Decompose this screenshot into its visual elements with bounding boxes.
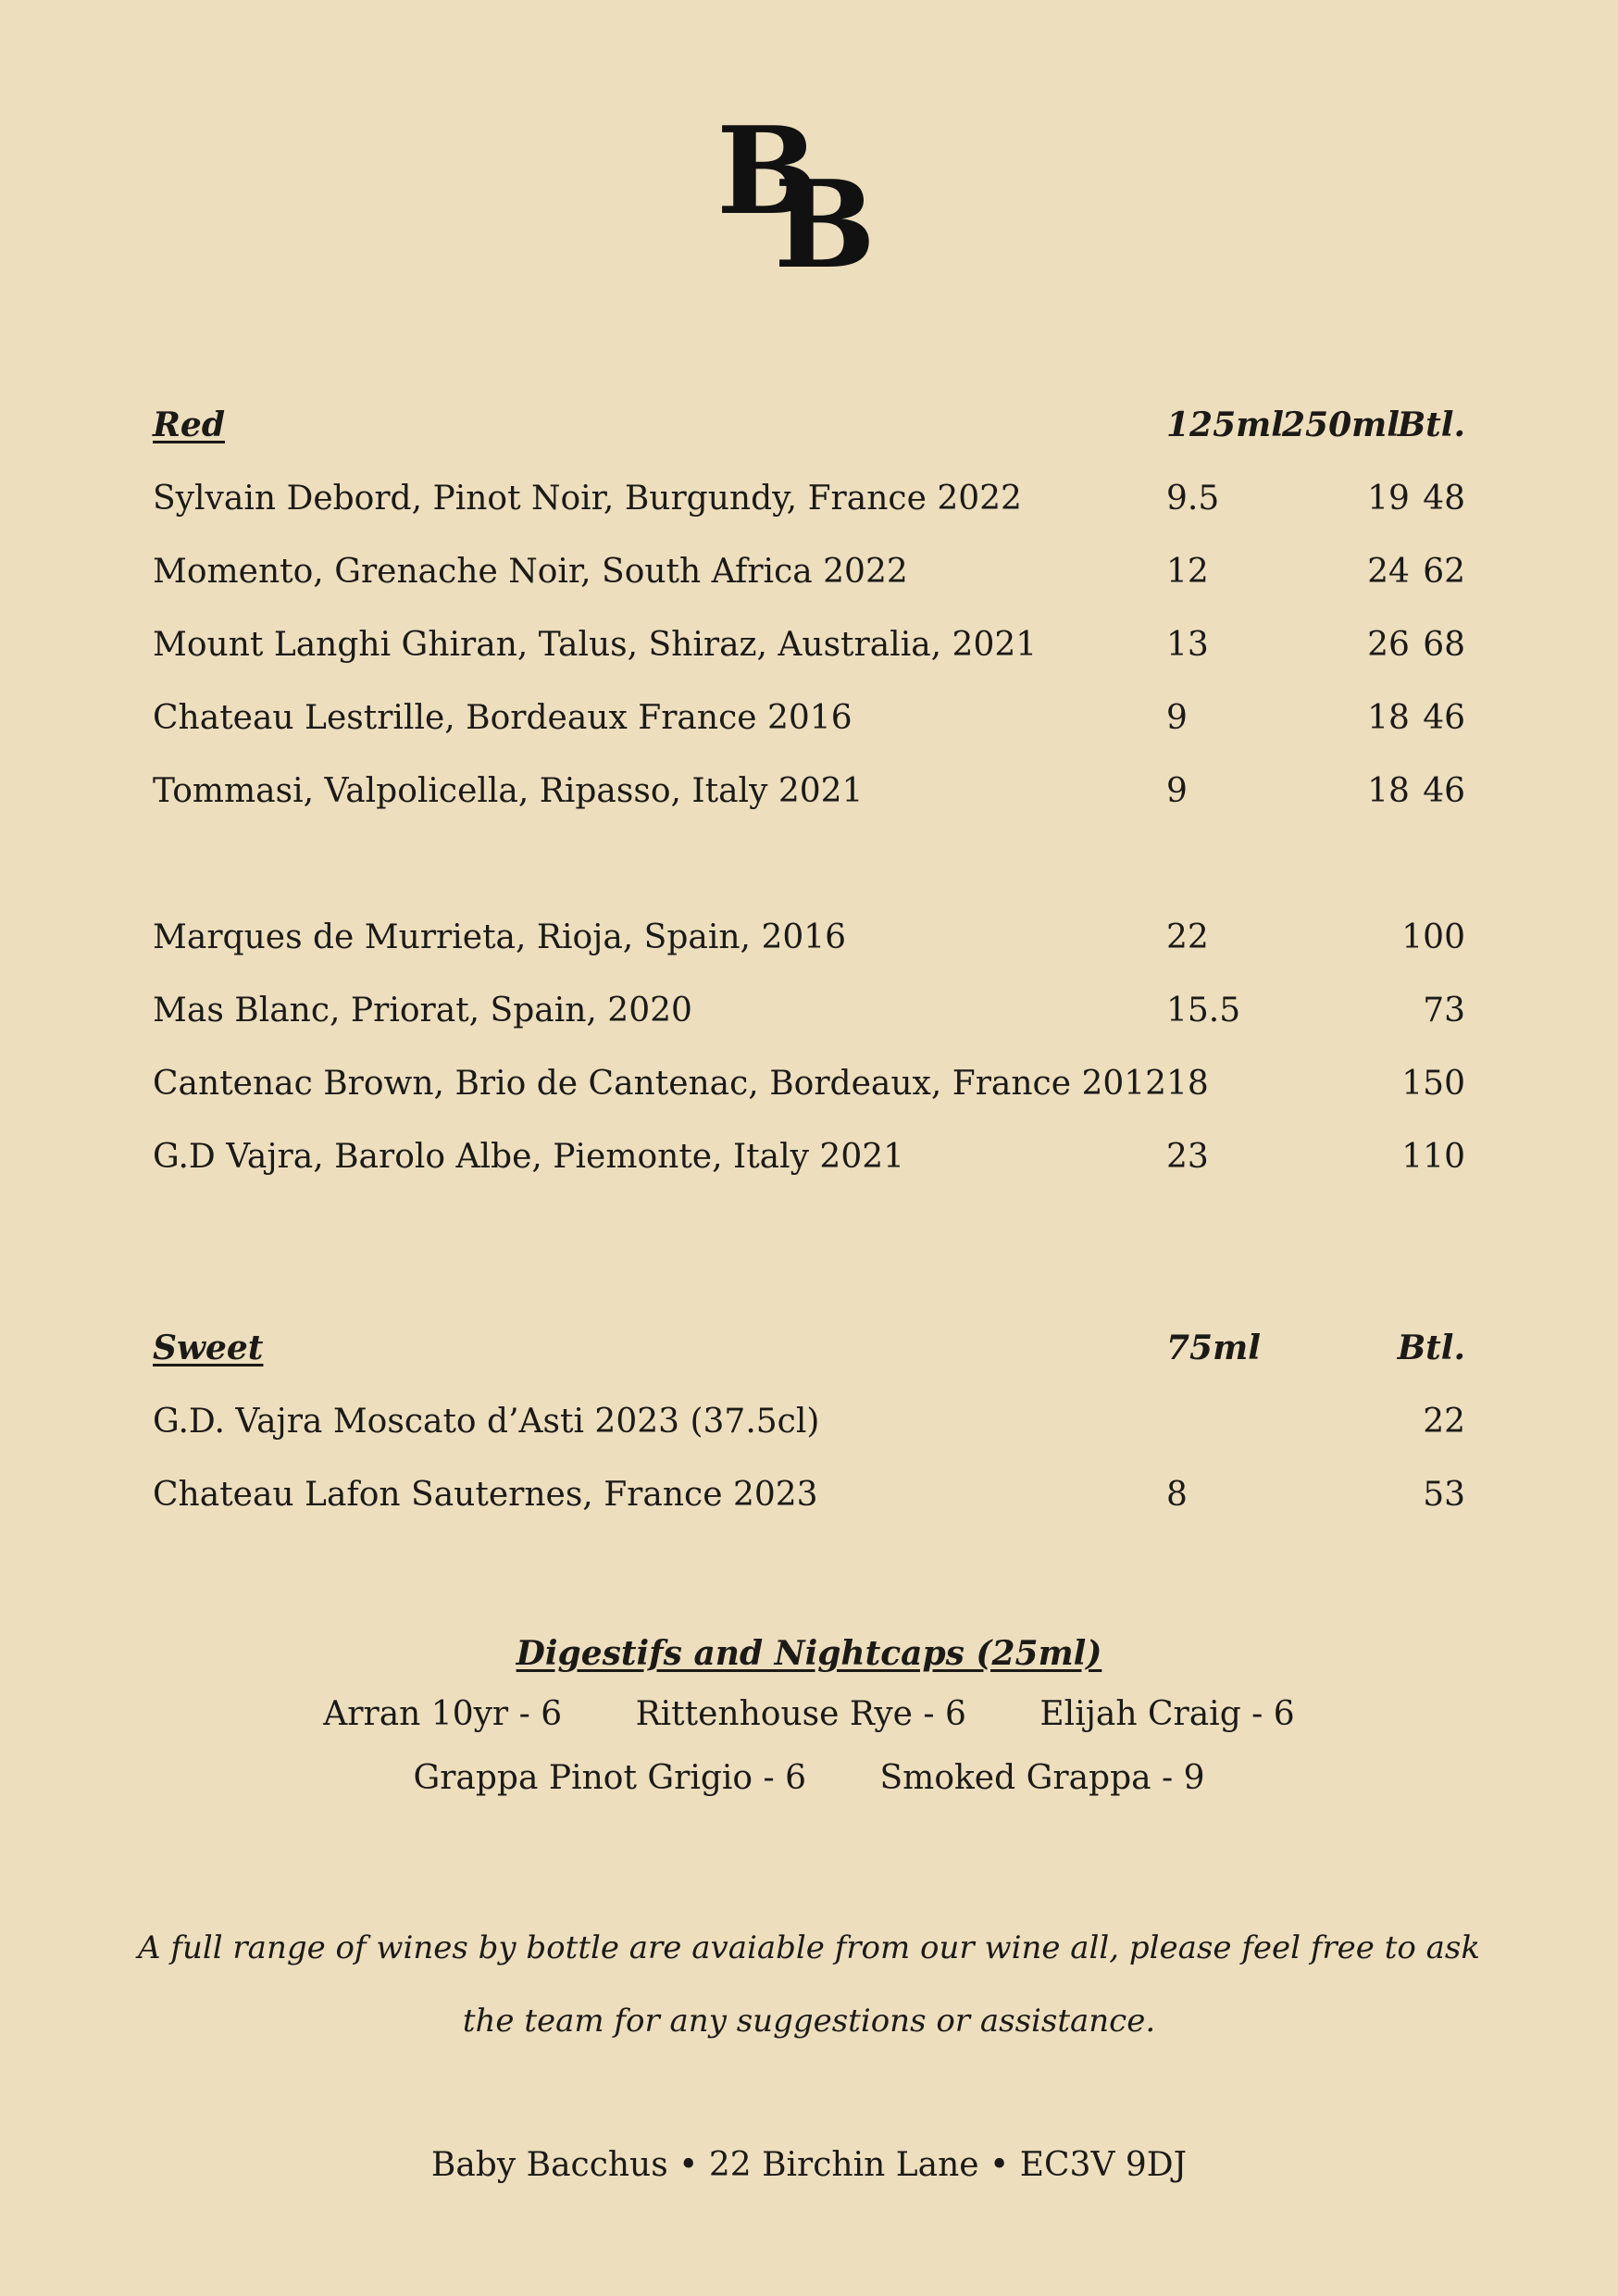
price-125ml: 9 [1166,772,1188,810]
wine-row [153,681,1465,755]
digestifs-title: Digestifs and Nightcaps (25ml) [516,1634,1102,1673]
price-bottle: 46 [1423,699,1465,737]
digestif-item: Elijah Craig - 6 [1039,1695,1295,1733]
price-bottle: 53 [1423,1476,1465,1514]
price-125ml: 9 [1166,699,1188,737]
wine-name: Chateau Lafon Sauternes, France 2023 [153,1476,818,1514]
price-bottle: 73 [1423,992,1465,1029]
note-line-1: A full range of wines by bottle are avaiable from our wine all, please feel free to ask [138,1929,1480,1966]
price-250ml: 19 [1367,480,1410,518]
price-bottle: 48 [1423,480,1465,518]
red-header-125ml: 125ml [1166,406,1284,444]
price-250ml: 18 [1367,772,1410,810]
price-bottle: 68 [1423,626,1465,664]
wine-row [153,462,1465,535]
wine-name: Marques de Murrieta, Rioja, Spain, 2016 [153,918,847,956]
price-bottle: 62 [1423,553,1465,591]
wine-row [153,755,1465,828]
price-bottle: 46 [1423,772,1465,810]
price-125ml: 13 [1166,626,1209,664]
wine-row [153,1120,1465,1193]
price-250ml: 26 [1367,626,1410,664]
price-125ml: 15.5 [1166,992,1241,1029]
wine-name: G.D. Vajra Moscato d’Asti 2023 (37.5cl) [153,1403,820,1441]
spacer [153,828,1465,901]
wine-row [153,974,1465,1047]
price-bottle: 150 [1401,1065,1465,1103]
red-header [153,389,1465,462]
red-header-bottle: Btl. [1397,406,1465,444]
digestif-item: Arran 10yr - 6 [323,1695,563,1733]
sweet-header-bottle: Btl. [1397,1329,1465,1367]
wine-row [153,1385,1465,1458]
wine-row [153,535,1465,608]
sweet-section [153,1312,1465,1531]
sweet-title: Sweet [153,1329,264,1367]
wine-name: G.D Vajra, Barolo Albe, Piemonte, Italy 2021 [153,1138,905,1176]
price-bottle: 22 [1423,1403,1465,1441]
sweet-header [153,1312,1465,1385]
price-250ml: 24 [1367,553,1410,591]
price-250ml: 18 [1367,699,1410,737]
bb-logo-icon [716,111,902,278]
digestif-item: Smoked Grappa - 9 [879,1759,1205,1797]
bottle-note [0,1912,1618,2058]
price-125ml: 18 [1166,1065,1209,1103]
bb-monogram-logo [0,111,1618,278]
wine-row [153,608,1465,681]
svg-text:B: B [774,154,876,278]
red-title: Red [153,406,225,444]
wine-name: Mas Blanc, Priorat, Spain, 2020 [153,992,692,1029]
wine-name: Mount Langhi Ghiran, Talus, Shiraz, Australia, 2021 [153,626,1038,664]
price-125ml: 22 [1166,918,1209,956]
wine-row [153,1047,1465,1120]
wine-name: Tommasi, Valpolicella, Ripasso, Italy 2021 [153,772,864,810]
svg-text:B: B [716,111,818,242]
note-line-2: the team for any suggestions or assistance. [462,2003,1156,2040]
digestif-item: Rittenhouse Rye - 6 [635,1695,966,1733]
digestifs-line-1 [0,1695,1618,1733]
price-125ml: 23 [1166,1138,1209,1176]
price-bottle: 110 [1401,1138,1465,1176]
price-75ml: 8 [1166,1476,1188,1514]
digestifs-section [0,1634,1618,1797]
wine-name: Cantenac Brown, Brio de Cantenac, Bordeaux, France 2012 [153,1065,1167,1103]
price-125ml: 12 [1166,553,1209,591]
digestif-item: Grappa Pinot Grigio - 6 [413,1759,807,1797]
digestifs-line-2 [0,1759,1618,1797]
wine-row [153,901,1465,974]
price-125ml: 9.5 [1166,480,1220,518]
wine-row [153,1458,1465,1531]
red-section [153,389,1465,1193]
sweet-header-75ml: 75ml [1166,1329,1261,1367]
price-bottle: 100 [1401,918,1465,956]
red-header-250ml: 250ml [1282,406,1400,444]
wine-name: Chateau Lestrille, Bordeaux France 2016 [153,699,853,737]
wine-name: Momento, Grenache Noir, South Africa 2022 [153,553,908,591]
wine-name: Sylvain Debord, Pinot Noir, Burgundy, France 2022 [153,480,1022,518]
footer-address: Baby Bacchus • 22 Birchin Lane • EC3V 9DJ [430,2146,1188,2184]
